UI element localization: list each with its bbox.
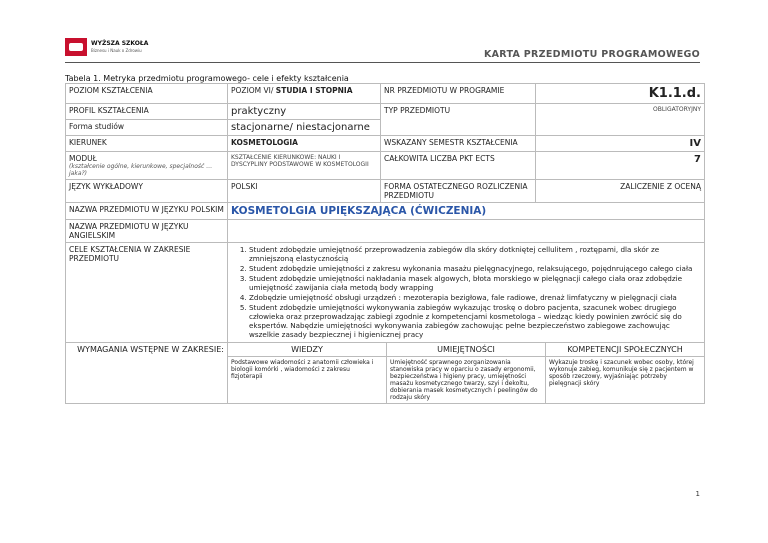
logo-line2: Biznesu i Nauk o Zdrowiu [91,48,142,53]
nazwa-pl-label: NAZWA PRZEDMIOTU W JĘZYKU POLSKIM [66,203,228,220]
cele-list-cell [228,243,705,343]
cele-label: CELE KSZTAŁCENIA W ZAKRESIE PRZEDMIOTU [66,243,228,343]
table-row [66,136,705,152]
list-item: 1. Student zdobędzie umiejętność przeprowadzenia zabiegów dla skóry dotkniętej cellulitem , roztępami, dla skór ze zmniejszoną elastycznością [249,245,701,263]
kompetencji-head: KOMPETENCJI SPOŁECZNYCH [546,343,704,357]
logo-icon [65,38,87,56]
course-metrics-table [65,83,705,404]
nazwa-pl-value: KOSMETOLGIA UPIĘKSZAJĄCA (ĆWICZENIA) [228,203,705,220]
forma-zal-value: ZALICZENIE Z OCENĄ [536,180,705,203]
table-row [66,343,705,404]
wiedzy-body: Podstawowe wiadomości z anatomii człowieka i biologii komórki , wiadomości z zakresu fizjoterapii [231,359,374,380]
nr-label: NR PRZEDMIOTU W PROGRAMIE [381,84,536,104]
modul-cell [66,152,228,180]
jezyk-value: POLSKI [228,180,381,203]
modul-note: (kształcenie ogólne, kierunkowe, specjalność …jaka?) [69,163,213,177]
table-row [66,84,705,104]
ects-label: CAŁKOWITA LICZBA PKT ECTS [381,152,536,180]
typ-label: TYP PRZEDMIOTU [381,104,536,136]
table-row [66,180,705,203]
cele-list [231,245,701,339]
ects-value: 7 [536,152,705,180]
wymagania-label: WYMAGANIA WSTĘPNE W ZAKRESIE: [66,343,228,404]
page-number: 1 [695,490,700,498]
jezyk-label: JĘZYK WYKŁADOWY [66,180,228,203]
semestr-label: WSKAZANY SEMESTR KSZTAŁCENIA [381,136,536,152]
wymagania-cell [228,343,705,404]
table-caption: Tabela 1. Metryka przedmiotu programowego- cele i efekty kształcenia [65,74,349,83]
poziom-value: POZIOM VI/ STUDIA I STOPNIA [228,84,381,104]
wiedzy-column [228,343,386,403]
profil-label: PROFIL KSZTAŁCENIA [66,104,228,120]
table-row [66,243,705,343]
kierunek-value: KOSMETOLOGIA [228,136,381,152]
semestr-value: IV [536,136,705,152]
kierunek-label: KIERUNEK [66,136,228,152]
list-item: 3. Student zdobędzie umiejętności nakładania masek algowych, błota morskiego w pielęgnacji całego ciała oraz zdobędzie umiejętność zawijania ciała metodą body wrapping [249,274,701,292]
list-item: 4. Zdobędzie umiejętność obsługi urządzeń : mezoterapia bezigłowa, fale radiowe, drenaż limfatyczny w pielęgnacji ciała [249,293,701,302]
poziom-label: POZIOM KSZTAŁCENIA [66,84,228,104]
typ-value: OBLIGATORYJNY [536,104,705,136]
nr-value: K1.1.d. [536,84,705,104]
wiedzy-head: WIEDZY [228,343,386,357]
table-row [66,203,705,220]
modul-value: KSZTAŁCENIE KIERUNKOWE: NAUKI I DYSCYPLINY PODSTAWOWE W KOSMETOLOGII [228,152,381,180]
forma-zal-label: FORMA OSTATECZNEGO ROZLICZENIA PRZEDMIOTU [381,180,536,203]
school-logo [65,38,148,56]
umiejetnosci-head: UMIEJĘTNOŚCI [387,343,545,357]
nazwa-en-value [228,220,705,243]
nazwa-en-label: NAZWA PRZEDMIOTU W JĘZYKU ANGIELSKIM [66,220,228,243]
modul-label: MODUŁ [69,154,97,163]
list-item: 5. Student zdobędzie umiejętności wykonywania zabiegów wykazując troskę o dobro pacjenta, szacunek wobec drugiego człowieka oraz przeprowadzając zabiegi zgodnie z kompetencjami kosmetologa – wiedząc kiedy powinien zwrócić się do ekspertów. Nabędzie umiejętności wykonywania zabiegów zachowując pełne bezpieczeństwo zabiegowe zachowując wszelkie zasady bezpiecznej i higienicznej pracy [249,303,701,339]
table-row [66,220,705,243]
forma-value: stacjonarne/ niestacjonarne [228,120,381,136]
header-divider [65,62,700,63]
table-row [66,104,705,120]
kompetencji-body: Wykazuje troskę i szacunek wobec osoby, której wykonuje zabieg, komunikuje się z pacjentem w sposób rzeczowy, wyjaśniając potrzeby pielęgnacji skóry [549,359,694,387]
logo-line1: WYŻSZA SZKOŁA [91,40,149,47]
kompetencji-column [545,343,704,403]
umiejetnosci-body: Umiejętność sprawnego zorganizowania stanowiska pracy w oparciu o zasady ergonomii, bezpieczeństwa i higieny pracy, umiejętności masażu kosmetycznego twarzy, szyi i dekoltu, dobierania masek kosmetycznych i peelingów do rodzaju skóry [390,359,538,401]
profil-value: praktyczny [228,104,381,120]
forma-label: Forma studiów [66,120,228,136]
umiejetnosci-column [386,343,545,403]
list-item: 2. Student zdobędzie umiejętności z zakresu wykonania masażu pielęgnacyjnego, relaksującego, pojędnrującego całego ciała [249,264,701,273]
table-row [66,152,705,180]
header-title: KARTA PRZEDMIOTU PROGRAMOWEGO [483,49,700,60]
